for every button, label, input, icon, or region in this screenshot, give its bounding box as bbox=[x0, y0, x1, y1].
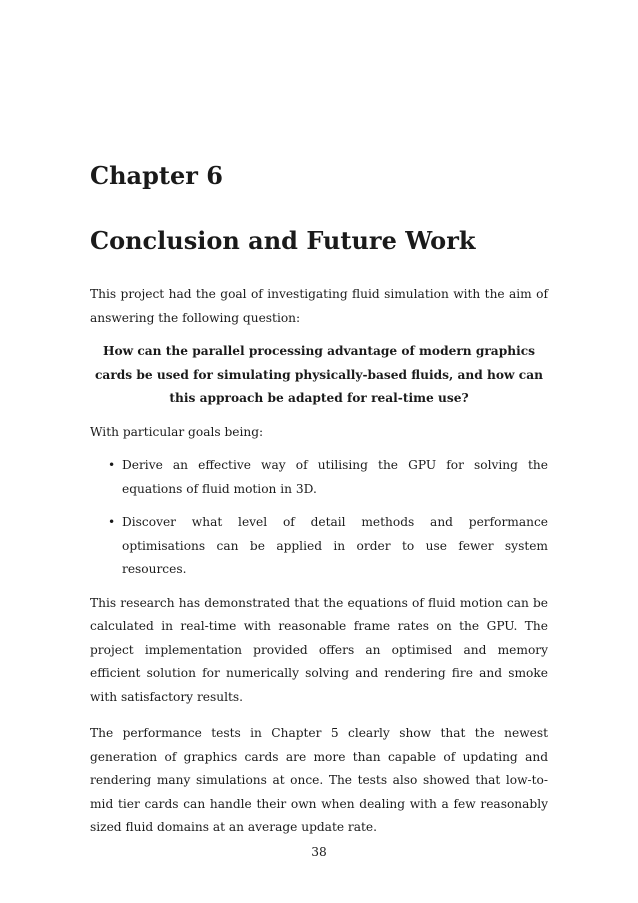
list-item bbox=[90, 511, 548, 582]
list-item bbox=[90, 454, 548, 501]
page-number: 38 bbox=[311, 845, 327, 859]
page-content bbox=[90, 160, 548, 840]
chapter-title: Conclusion and Future Work bbox=[90, 226, 476, 255]
goals-list bbox=[90, 454, 548, 582]
research-question: How can the parallel processing advantage of modern graphics cards be used for simulating physically-based fluids, and how can this approach be adapted for real-time use? bbox=[95, 344, 543, 405]
intro-paragraph: This project had the goal of investigating fluid simulation with the aim of answering the following question: bbox=[90, 287, 548, 325]
bullet-icon: • bbox=[108, 458, 116, 472]
chapter-label: Chapter 6 bbox=[90, 161, 223, 190]
body-paragraph: This research has demonstrated that the equations of fluid motion can be calculated in real-time with reasonable frame rates on the GPU. The project implementation provided offers an optimised and memory efficient solution for numerically solving and rendering fire and smoke with satisfactory results. bbox=[90, 595, 548, 704]
goal-text: Derive an effective way of utilising the GPU for solving the equations of fluid motion in 3D. bbox=[122, 458, 548, 496]
bullet-icon: • bbox=[108, 515, 116, 529]
goal-text: Discover what level of detail methods and performance optimisations can be applied in order to use fewer system resources. bbox=[122, 515, 548, 576]
goals-lead: With particular goals being: bbox=[90, 424, 264, 439]
body-paragraph: The performance tests in Chapter 5 clearly show that the newest generation of graphics cards are more than capable of updating and rendering many simulations at once. The tests also showed that low-to-mid tier cards can handle their own when dealing with a few reasonably sized fluid domains at an average update rate. bbox=[90, 726, 548, 834]
